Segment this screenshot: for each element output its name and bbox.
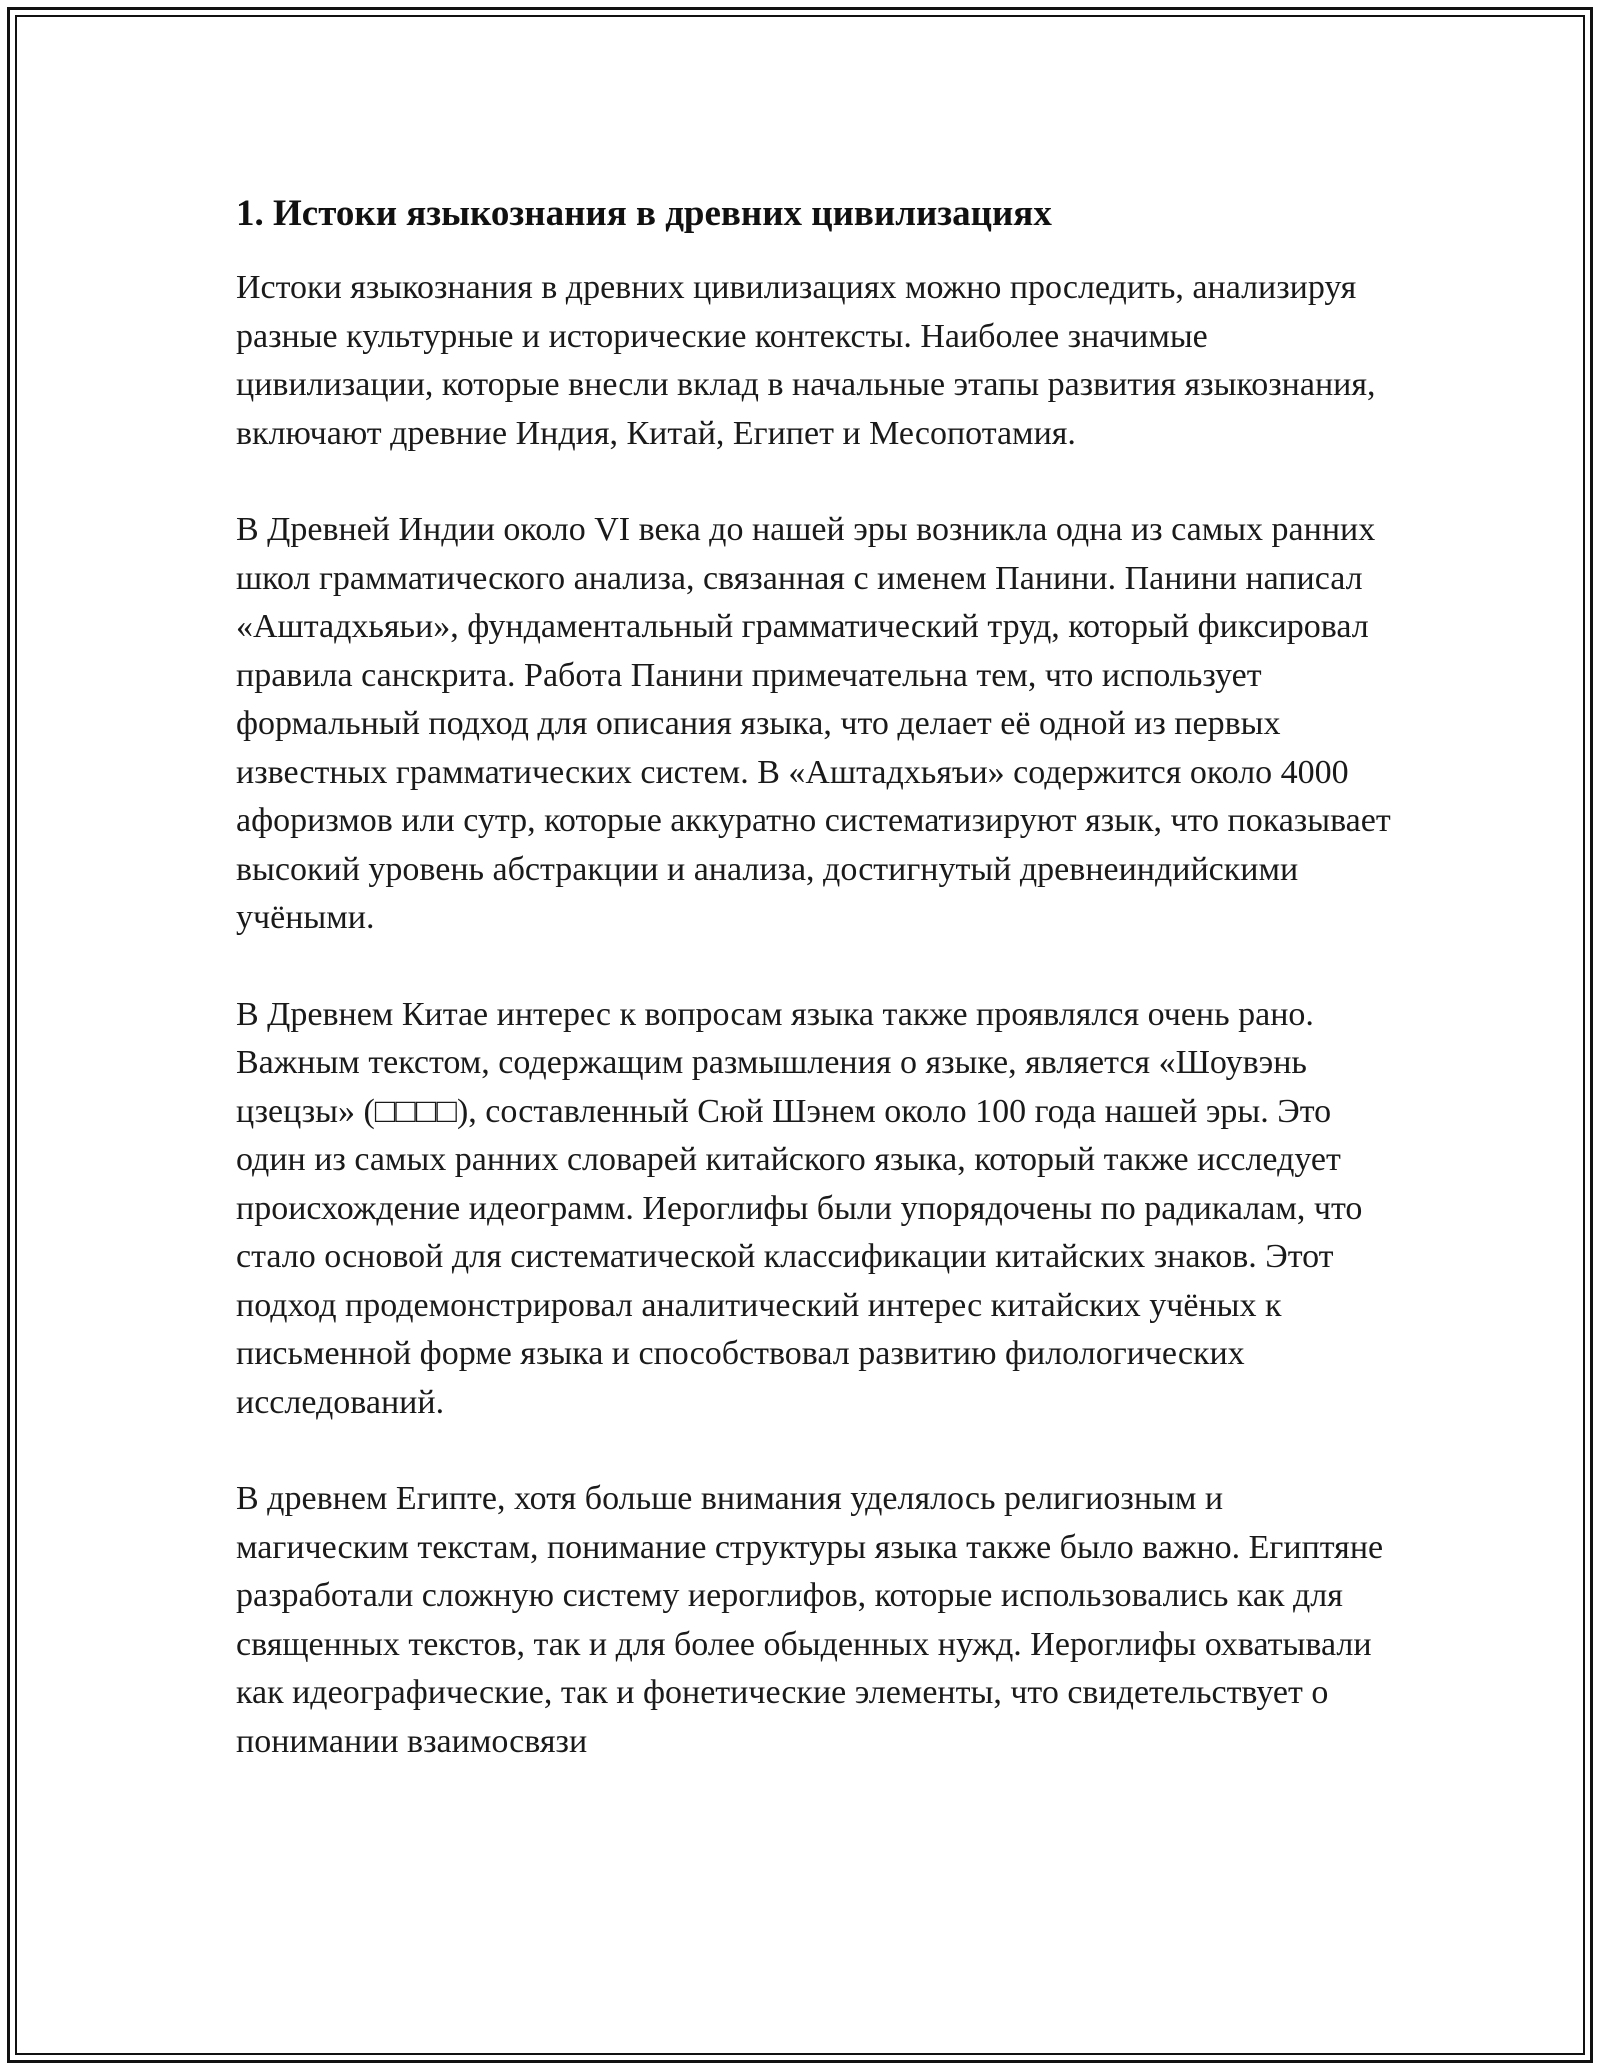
paragraph-egypt: В древнем Египте, хотя больше внимания уделялось религиозным и магическим текстам, понимание структуры языка также было важно. Египтяне разработали сложную систему иероглифов, которые использовались как для священных текстов, так и для более обыденных нужд. Иероглифы охватывали как идеографические, так и фонетические элементы, что свидетельствует о понимании взаимосвязи bbox=[236, 1480, 1384, 1760]
paragraph-india: В Древней Индии около VI века до нашей эры возникла одна из самых ранних школ грамматического анализа, связанная с именем Панини. Панини написал «Аштадхьяьи», фундаментальный грамматический труд, который фиксировал правила санскрита. Работа Панини примечательна тем, что использует формальный подход для описания языка, что делает её одной из первых известных грамматических систем. В «Аштадхьяъи» содержится около 4000 афоризмов или сутр, которые аккуратно систематизируют язык, что показывает высокий уровень абстракции и анализа, достигнутый древнеиндийскими учёными. bbox=[236, 511, 1391, 936]
paragraph-intro: Истоки языкознания в древних цивилизациях можно проследить, анализируя разные культурные и исторические контексты. Наиболее значимые цивилизации, которые внесли вклад в начальные этапы развития языкознания, включают древние Индия, Китай, Египет и Месопотамия. bbox=[236, 269, 1376, 452]
document-body bbox=[236, 188, 1396, 1814]
section-heading: 1. Истоки языкознания в древних цивилизациях bbox=[236, 193, 1052, 234]
paragraph-china: В Древнем Китае интерес к вопросам языка также проявлялся очень рано. Важным текстом, содержащим размышления о языке, является «Шоувэнь цзецзы» (□□□□), составленный Сюй Шэнем около 100 года нашей эры. Это один из самых ранних словарей китайского языка, который также исследует происхождение идеограмм. Иероглифы были упорядочены по радикалам, что стало основой для систематической классификации китайских знаков. Этот подход продемонстрировал аналитический интерес китайских учёных к письменной форме языка и способствовал развитию филологических исследований. bbox=[236, 995, 1363, 1421]
